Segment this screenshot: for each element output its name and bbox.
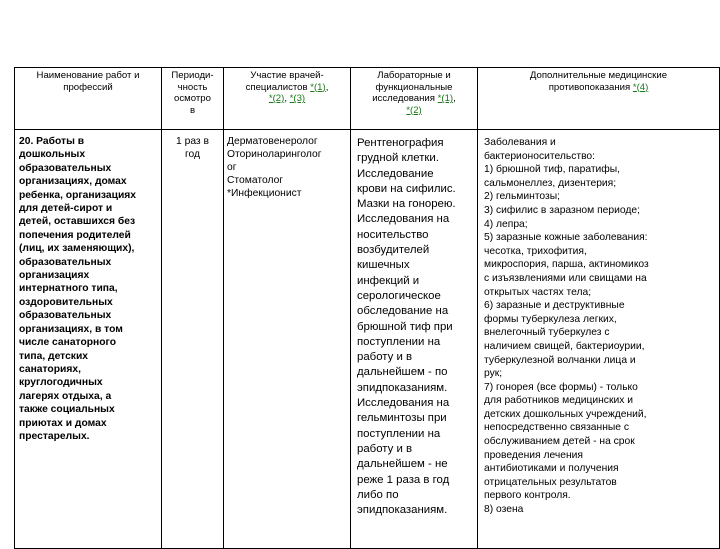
text-line: Исследования на bbox=[357, 397, 450, 410]
text-line: возбудителей bbox=[357, 244, 430, 257]
text-line: формы туберкулеза легких, bbox=[484, 313, 617, 325]
text-line: серологическое bbox=[357, 289, 441, 302]
cell-lab-tests bbox=[351, 130, 478, 549]
text-line: либо по bbox=[357, 488, 399, 501]
text-line: открытых частях тела; bbox=[484, 286, 592, 298]
text-line: реже 1 раза в год bbox=[357, 473, 450, 486]
text-line: престарелых. bbox=[19, 430, 90, 442]
text-line: Периоди- bbox=[171, 70, 214, 81]
text-line: Стоматолог bbox=[227, 175, 284, 186]
text-line: обслуживанием детей - на срок bbox=[484, 436, 635, 448]
header-lab-line4 bbox=[354, 105, 474, 117]
text-line: носительство bbox=[357, 228, 429, 241]
text-line: также социальных bbox=[19, 404, 115, 416]
separator: , bbox=[325, 81, 329, 93]
text-line: дальнейшем - по bbox=[357, 366, 448, 379]
text-line: Рентгенография bbox=[357, 137, 444, 149]
text-line: сальмонеллез, дизентерия; bbox=[484, 177, 617, 189]
text-line: ог bbox=[227, 162, 237, 173]
text-line: оздоровительных bbox=[19, 296, 113, 308]
text-line: с изъязвлениями или свищами на bbox=[484, 272, 647, 284]
text-line: санаториях, bbox=[19, 363, 81, 375]
text-line: работу и в bbox=[357, 442, 413, 455]
medical-requirements-table bbox=[14, 67, 720, 549]
text-line: попечения родителей bbox=[19, 229, 131, 241]
footnote-link-1[interactable]: *(1) bbox=[310, 81, 326, 93]
header-lab-line3 bbox=[354, 93, 474, 105]
separator: , bbox=[453, 93, 456, 105]
cell-contraindications bbox=[478, 130, 720, 549]
header-periodicity bbox=[162, 68, 224, 130]
text-line: 5) заразные кожные заболевания: bbox=[484, 232, 648, 244]
text-line: год bbox=[184, 149, 201, 161]
text-line: микроспория, парша, актиномикоз bbox=[484, 259, 649, 271]
text-line: образовательных bbox=[19, 310, 112, 322]
text-line: осмотро bbox=[174, 93, 211, 105]
header-lab-tests bbox=[351, 68, 478, 130]
text-line: приютах и домах bbox=[19, 417, 107, 429]
cell-periodicity bbox=[162, 130, 224, 549]
footnote-link-2[interactable]: *(2) bbox=[406, 104, 422, 116]
header-contra-line2 bbox=[481, 82, 716, 94]
text-line: гельминтозы при bbox=[357, 412, 447, 425]
text-line: первого контроля. bbox=[484, 490, 571, 502]
text-line: образовательных bbox=[19, 162, 112, 174]
text-line: интернатного типа, bbox=[19, 283, 118, 295]
footnote-link-3[interactable]: *(3) bbox=[289, 93, 306, 105]
text-line: дальнейшем - не bbox=[357, 458, 448, 471]
text-line: 1) брюшной тиф, паратифы, bbox=[484, 164, 621, 176]
text-line: типа, детских bbox=[19, 350, 89, 362]
header-specialists-line1: Участие врачей- bbox=[250, 70, 324, 81]
text-line: Заболевания и bbox=[484, 137, 556, 148]
text-line: 4) лепра; bbox=[484, 218, 528, 230]
text-line: 2) гельминтозы; bbox=[484, 191, 561, 203]
text-line: эпидпоказаниям. bbox=[357, 381, 448, 394]
text-line: эпидпоказаниям. bbox=[357, 504, 448, 517]
text-line: образовательных bbox=[19, 256, 112, 268]
text-line: детей, оставшихся без bbox=[19, 216, 136, 228]
text-line: *Инфекционист bbox=[227, 188, 302, 199]
text-line: Исследования на bbox=[357, 213, 450, 226]
header-specialists-line2 bbox=[227, 82, 347, 94]
header-specialists bbox=[224, 68, 351, 130]
text-line: Исследование bbox=[357, 167, 434, 180]
text-line: 20. Работы в bbox=[19, 136, 85, 147]
text-line: для детей-сирот и bbox=[19, 203, 113, 215]
text-line: рук; bbox=[484, 368, 503, 380]
text-line: 7) гонорея (все формы) - только bbox=[484, 381, 638, 393]
table-row bbox=[15, 130, 720, 549]
text-line: числе санаторного bbox=[19, 337, 116, 349]
text-line: организациях bbox=[19, 270, 90, 282]
footnote-link-4[interactable]: *(4) bbox=[632, 81, 649, 93]
text-line: брюшной тиф при bbox=[357, 320, 453, 333]
header-specialists-text: специалистов bbox=[245, 81, 311, 93]
cell-work-name bbox=[15, 130, 162, 549]
text-line: Дерматовенеролог bbox=[227, 136, 318, 147]
header-specialists-line3 bbox=[227, 93, 347, 105]
text-line: бактерионосительство: bbox=[484, 150, 596, 162]
cell-specialists bbox=[224, 130, 351, 549]
header-lab-line1: Лабораторные и bbox=[377, 70, 451, 81]
text-line: Наименование работ и bbox=[36, 70, 140, 81]
text-line: организациях, домах bbox=[19, 176, 127, 188]
text-line: (лиц, их заменяющих), bbox=[19, 243, 135, 255]
text-line: инфекций и bbox=[357, 274, 420, 287]
text-line: крови на сифилис. bbox=[357, 182, 456, 195]
separator: , bbox=[284, 93, 290, 105]
text-line: поступлении на bbox=[357, 335, 441, 348]
text-line: чесотка, трихофития, bbox=[484, 245, 587, 257]
text-line: для работников медицинских и bbox=[484, 395, 633, 407]
text-line: внелегочный туберкулез с bbox=[484, 327, 610, 339]
text-line: дошкольных bbox=[19, 149, 86, 161]
header-contraindications bbox=[478, 68, 720, 130]
text-line: Мазки на гонорею. bbox=[357, 198, 456, 211]
header-contra-text: противопоказания bbox=[548, 81, 633, 93]
text-line: организациях, в том bbox=[19, 323, 123, 335]
header-lab-line2: функциональные bbox=[375, 81, 453, 93]
text-line: отрицательных результатов bbox=[484, 476, 617, 488]
text-line: проведения лечения bbox=[484, 449, 583, 461]
text-line: в bbox=[189, 104, 196, 116]
text-line: обследование на bbox=[357, 305, 449, 318]
text-line: круглогодичных bbox=[19, 377, 103, 389]
text-line: Оториноларинголог bbox=[227, 149, 322, 160]
text-line: работу и в bbox=[357, 351, 413, 364]
text-line: ребенка, организациях bbox=[19, 189, 137, 201]
table-header-row bbox=[15, 68, 720, 130]
header-lab-text: исследования bbox=[372, 93, 438, 105]
text-line: 1 раз в bbox=[176, 136, 209, 147]
text-line: 8) озена bbox=[484, 504, 524, 516]
footnote-link-1[interactable]: *(1) bbox=[437, 93, 454, 105]
text-line: профессий bbox=[63, 81, 113, 93]
header-work-name bbox=[15, 68, 162, 130]
text-line: 6) заразные и деструктивные bbox=[484, 300, 625, 312]
header-contra-line1: Дополнительные медицинские bbox=[529, 70, 668, 81]
text-line: непосредственно связанные с bbox=[484, 422, 630, 434]
text-line: антибиотиками и получения bbox=[484, 463, 619, 475]
text-line: поступлении на bbox=[357, 427, 441, 440]
text-line: туберкулезной волчанки лица и bbox=[484, 354, 636, 366]
text-line: 3) сифилис в заразном периоде; bbox=[484, 204, 640, 216]
text-line: грудной клетки. bbox=[357, 152, 439, 165]
footnote-link-2[interactable]: *(2) bbox=[268, 93, 285, 105]
text-line: лагерях отдыха, а bbox=[19, 390, 112, 402]
text-line: наличием свищей, бактериоурии, bbox=[484, 340, 645, 352]
text-line: чность bbox=[177, 81, 208, 93]
text-line: кишечных bbox=[357, 259, 410, 272]
text-line: детских дошкольных учреждений, bbox=[484, 408, 647, 420]
